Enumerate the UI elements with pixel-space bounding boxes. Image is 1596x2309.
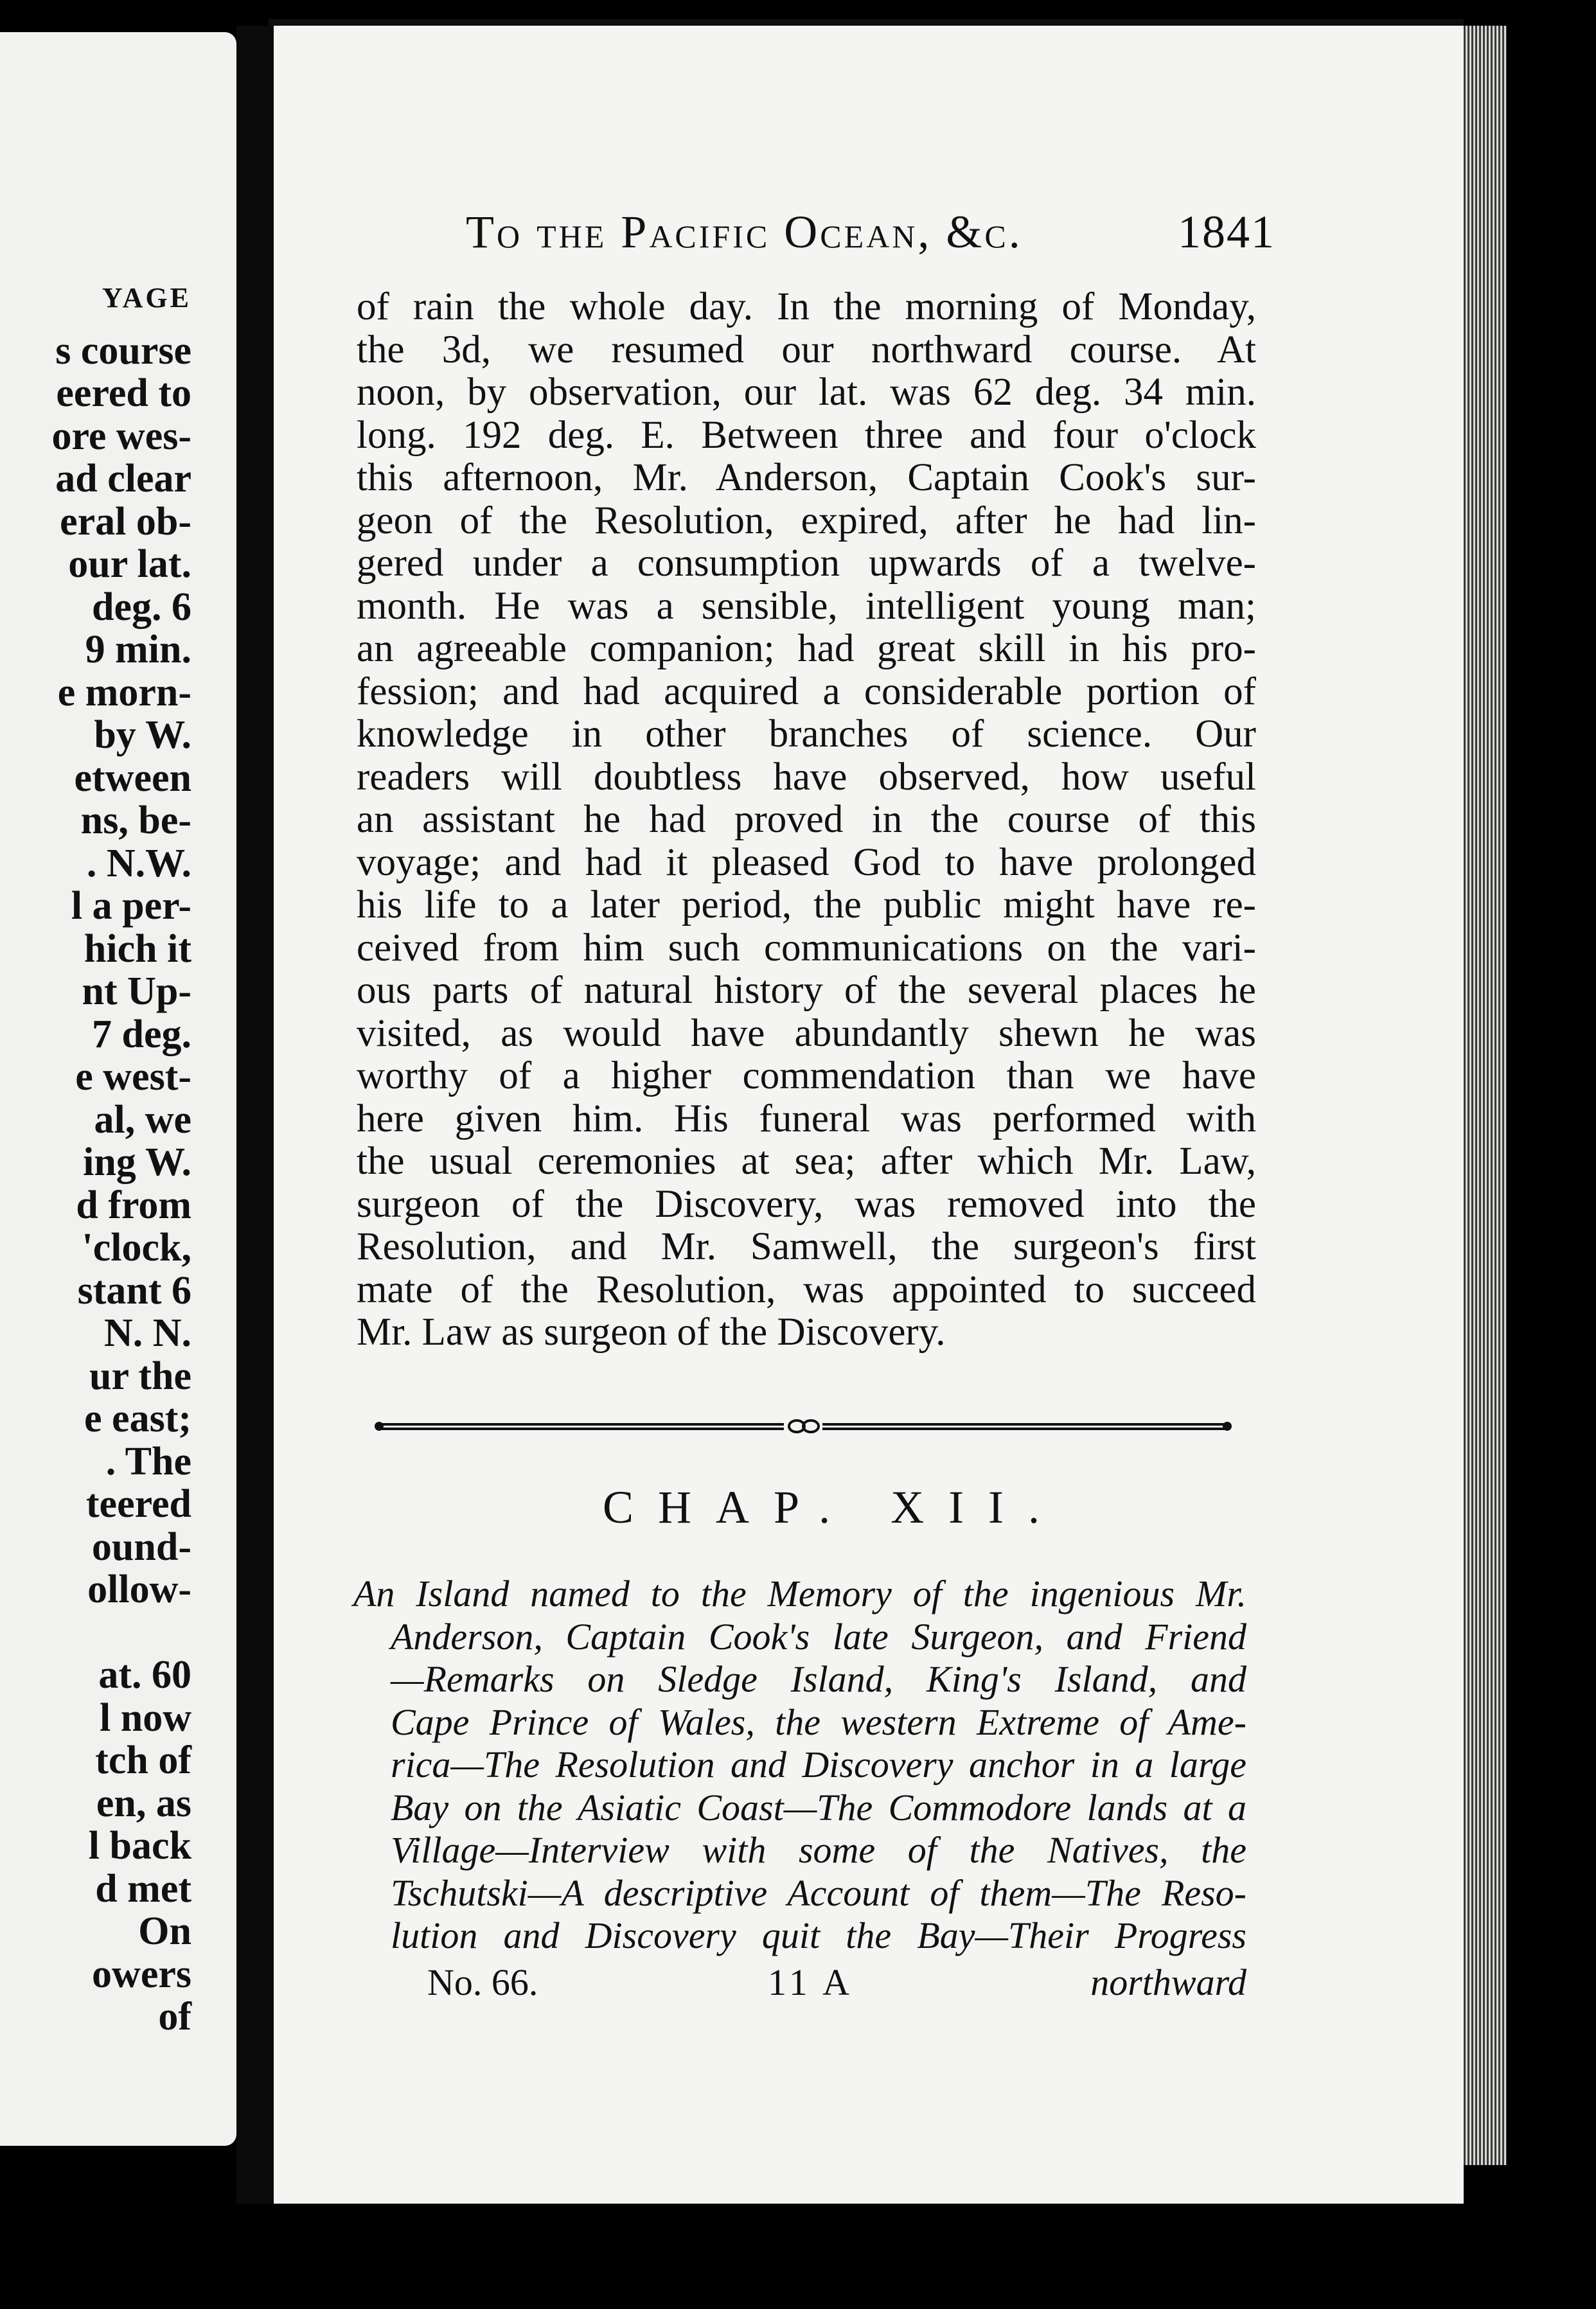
left-page-fragment: ns, be-	[80, 799, 191, 842]
left-page-fragment: owers	[92, 1952, 191, 1996]
chapter-summary	[353, 1573, 1246, 1958]
left-page-fragment: ound-	[91, 1525, 191, 1569]
left-page-fragment: d from	[76, 1183, 191, 1227]
body-line: gered under a consumption upwards of a twelve-	[357, 542, 1256, 585]
left-page-fragment: 7 deg.	[92, 1012, 191, 1056]
left-page-fragment: ore wes-	[51, 414, 191, 458]
left-page-fragment: ur the	[89, 1354, 191, 1398]
body-line: voyage; and had it pleased God to have prolonged	[357, 840, 1256, 884]
left-page-fragment: d met	[95, 1866, 191, 1911]
left-page-fragment: e east;	[84, 1397, 191, 1440]
body-line: month. He was a sensible, intelligent young man;	[357, 584, 1256, 628]
page-number: 1841	[1178, 206, 1275, 258]
body-line: mate of the Resolution, was appointed to succeed	[357, 1268, 1256, 1311]
summary-line: lution and Discovery quit the Bay—Their Progress	[391, 1915, 1246, 1956]
summary-line: Cape Prince of Wales, the western Extreme of Ame-	[391, 1701, 1246, 1743]
body-line: the usual ceremonies at sea; after which Mr. Law,	[357, 1140, 1256, 1183]
left-page-fragment: stant 6	[77, 1268, 191, 1313]
summary-line: Tschutski—A descriptive Account of them—The Reso-	[391, 1871, 1246, 1914]
chapter-heading: CHAP. XII.	[603, 1482, 1065, 1533]
summary-line: —Remarks on Sledge Island, King's Island, and	[391, 1658, 1246, 1700]
left-page-fragment: 9 min.	[85, 628, 191, 671]
body-line: long. 192 deg. E. Between three and four o'clock	[357, 413, 1256, 457]
left-page-fragment: YAGE	[102, 282, 191, 314]
page-footer	[427, 1961, 1246, 2012]
left-page-fragment: at. 60	[98, 1653, 191, 1697]
left-page-fragment: l a per-	[71, 884, 191, 928]
summary-line: rica—The Resolution and Discovery anchor in a large	[391, 1744, 1246, 1785]
left-page-fragment: of	[158, 1995, 191, 2039]
body-line: noon, by observation, our lat. was 62 deg. 34 min.	[357, 371, 1256, 414]
body-line: an assistant he had proved in the course of this	[357, 798, 1256, 841]
left-page-fragment: On	[138, 1909, 191, 1953]
summary-line: Anderson, Captain Cook's late Surgeon, and Friend	[391, 1615, 1246, 1658]
left-page-fragment: l now	[100, 1695, 191, 1740]
body-line: of rain the whole day. In the morning of Monday,	[357, 285, 1256, 328]
body-line: the 3d, we resumed our northward course. At	[357, 328, 1256, 371]
body-line: his life to a later period, the public might have re-	[357, 883, 1256, 926]
body-line: knowledge in other branches of science. Our	[357, 712, 1256, 756]
summary-line: An Island named to the Memory of the ingenious Mr.	[353, 1573, 1246, 1615]
left-page-fragment: e west-	[75, 1055, 191, 1099]
running-head-title: To the Pacific Ocean, &c.	[466, 206, 1023, 258]
body-line: ous parts of natural history of the several places he	[357, 969, 1256, 1012]
left-page-fragment: s course	[55, 328, 191, 373]
left-page-fragment: 'clock,	[82, 1226, 191, 1270]
body-line: visited, as would have abundantly shewn he was	[357, 1011, 1256, 1055]
left-page-fragment: ad clear	[55, 457, 191, 500]
left-page-fragment: by W.	[94, 713, 191, 757]
left-facing-page	[0, 32, 236, 2146]
body-line: geon of the Resolution, expired, after he had lin-	[357, 499, 1256, 542]
body-line: surgeon of the Discovery, was removed into the	[357, 1182, 1256, 1226]
body-line: this afternoon, Mr. Anderson, Captain Cook's sur-	[357, 456, 1256, 499]
left-page-fragment: e morn-	[57, 670, 191, 714]
ornamental-rule	[373, 1417, 1234, 1436]
left-page-fragment: nt Up-	[82, 969, 191, 1013]
running-head	[466, 206, 1275, 263]
body-text	[357, 286, 1256, 1354]
body-line: Resolution, and Mr. Samwell, the surgeon's first	[357, 1225, 1256, 1268]
body-line: ceived from him such communications on the vari-	[357, 926, 1256, 969]
left-page-fragment: teered	[85, 1482, 191, 1526]
left-page-fragment: l back	[88, 1824, 191, 1868]
left-page-fragment: al, we	[94, 1097, 191, 1142]
left-page-fragment: . N.W.	[86, 841, 191, 885]
sheet-mark: 11 A	[768, 1961, 854, 2003]
summary-line: Bay on the Asiatic Coast—The Commodore lands at a	[391, 1786, 1246, 1828]
left-page-fragment: tch of	[95, 1738, 191, 1782]
page-edges	[1462, 26, 1507, 2165]
left-page-fragment: en, as	[96, 1781, 191, 1825]
left-page-fragment: . The	[105, 1439, 191, 1483]
signature-number: No. 66.	[427, 1961, 538, 2003]
summary-line: Village—Interview with some of the Natives, the	[391, 1829, 1246, 1871]
left-page-fragment: ing W.	[83, 1140, 191, 1184]
left-page-fragment: deg. 6	[92, 585, 191, 629]
left-page-fragment: etween	[74, 756, 191, 800]
body-line: readers will doubtless have observed, how useful	[357, 755, 1256, 799]
body-line: worthy of a higher commendation than we have	[357, 1054, 1256, 1097]
left-page-fragment: eral ob-	[60, 499, 191, 544]
body-line: Mr. Law as surgeon of the Discovery.	[357, 1311, 946, 1354]
body-line: an agreeable companion; had great skill in his pro-	[357, 627, 1256, 670]
left-page-fragment: our lat.	[68, 542, 191, 586]
body-line: here given him. His funeral was performed with	[357, 1097, 1256, 1140]
left-page-fragment: ollow-	[87, 1568, 191, 1611]
catchword: northward	[1090, 1961, 1246, 2003]
left-page-fragment: eered to	[56, 371, 191, 415]
left-page-fragment: hich it	[84, 926, 191, 971]
body-line: fession; and had acquired a considerable portion of	[357, 669, 1256, 713]
left-page-fragment: N. N.	[103, 1311, 191, 1355]
